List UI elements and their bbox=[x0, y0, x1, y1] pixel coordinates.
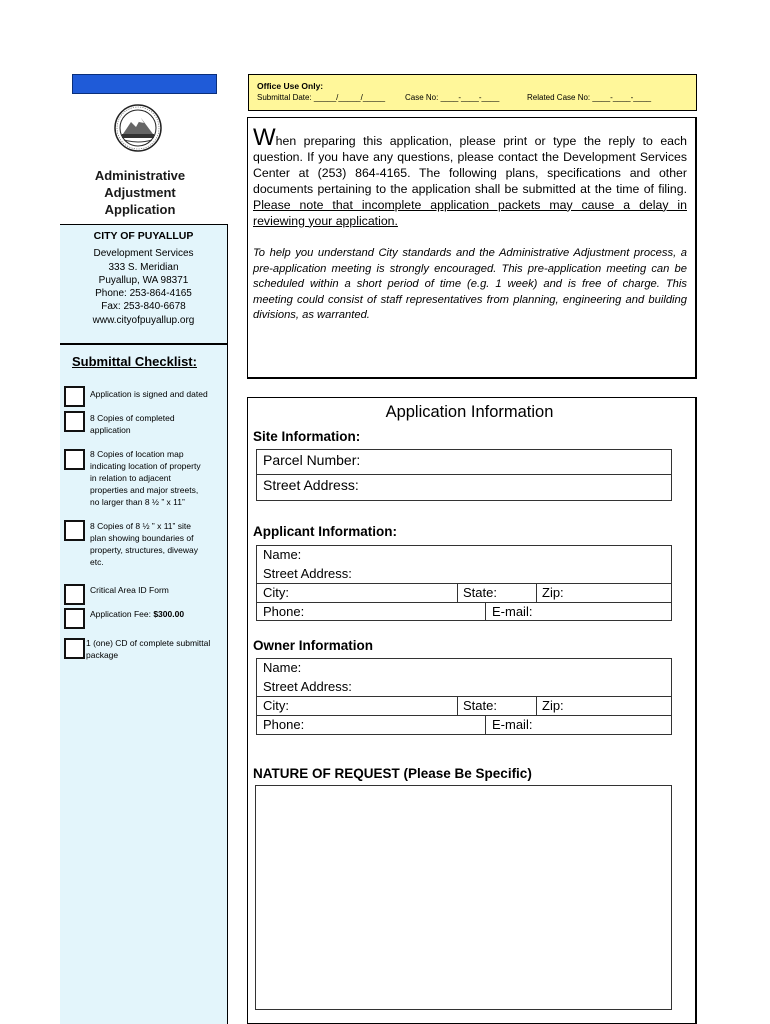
checklist-checkbox[interactable] bbox=[64, 608, 85, 629]
divider bbox=[256, 602, 672, 603]
city-citystate: Puyallup, WA 98371 bbox=[98, 274, 189, 286]
divider bbox=[536, 583, 537, 602]
form-title-line: Adjustment bbox=[104, 185, 176, 200]
checklist-checkbox[interactable] bbox=[64, 449, 85, 470]
form-title-line: Application bbox=[104, 202, 176, 217]
divider bbox=[457, 696, 458, 715]
checklist-checkbox[interactable] bbox=[64, 584, 85, 605]
city-website-link[interactable]: www.cityofpuyallup.org bbox=[92, 314, 195, 326]
checklist-item bbox=[90, 584, 222, 596]
owner-street-field[interactable]: Street Address: bbox=[263, 679, 352, 694]
checklist-item-text: 8 Copies of location map bbox=[90, 449, 184, 459]
office-use-box bbox=[248, 74, 697, 111]
office-use-title: Office Use Only: bbox=[257, 81, 324, 91]
form-title-line: Administrative bbox=[94, 168, 186, 183]
checklist-item-text: property, structures, diveway bbox=[90, 545, 199, 555]
related-case-no-field[interactable]: Related Case No: ____-____-____ bbox=[527, 93, 652, 102]
instructions-warning: Please note that incomplete application packets may cause a delay in reviewing your application. bbox=[253, 197, 687, 228]
checklist-item bbox=[86, 637, 228, 661]
site-street-address-field[interactable]: Street Address: bbox=[263, 477, 359, 493]
checklist-item-text: properties and major streets, bbox=[90, 485, 199, 495]
application-info-title: Application Information bbox=[385, 403, 554, 421]
divider bbox=[536, 696, 537, 715]
checklist-item bbox=[90, 448, 222, 508]
nature-of-request-textarea[interactable] bbox=[255, 785, 672, 1010]
checklist-item-text: Application Fee: bbox=[90, 609, 154, 619]
city-phone: Phone: 253-864-4165 bbox=[95, 288, 192, 300]
owner-phone-field[interactable]: Phone: bbox=[263, 717, 305, 732]
applicant-email-field[interactable]: E-mail: bbox=[492, 604, 533, 619]
form-title bbox=[80, 167, 200, 218]
checklist-item-text: 8 Copies of completed bbox=[90, 413, 175, 423]
city-fax: Fax: 253-840-6678 bbox=[101, 301, 186, 313]
divider bbox=[256, 715, 672, 716]
checklist-item-text: plan showing boundaries of bbox=[90, 533, 194, 543]
instructions-text: hen preparing this application, please print or type the reply to each question. If you have any questions, please contact the Development Services Center at (253) 864-4165. The following plans, specifications and other documents pertaining to the application shall be submitted at the time of filing. bbox=[253, 134, 687, 196]
parcel-number-field[interactable]: Parcel Number: bbox=[263, 452, 361, 468]
checklist-item-text: no larger than 8 ½ ” x 11” bbox=[90, 497, 185, 507]
owner-email-field[interactable]: E-mail: bbox=[492, 717, 533, 732]
divider bbox=[485, 715, 486, 734]
checklist-item bbox=[90, 520, 222, 568]
checklist-item-text: Application is signed and dated bbox=[90, 389, 208, 399]
city-contact-box bbox=[60, 224, 228, 343]
applicant-street-field[interactable]: Street Address: bbox=[263, 566, 352, 581]
applicant-phone-field[interactable]: Phone: bbox=[263, 604, 305, 619]
city-dept: Development Services bbox=[93, 248, 194, 260]
city-street: 333 S. Meridian bbox=[108, 261, 179, 273]
checklist-checkbox[interactable] bbox=[64, 638, 85, 659]
owner-state-field[interactable]: State: bbox=[463, 698, 497, 713]
checklist-item-text: Critical Area ID Form bbox=[90, 585, 169, 595]
pre-application-paragraph: To help you understand City standards and the Administrative Adjustment process, a pre-application meeting is strongly encouraged. This pre-application meeting can be scheduled within a short period of time (e.g. 1 week) and is free of charge. This meeting could consist of staff representatives from planning, engineering and building divisions, as warranted. bbox=[253, 247, 687, 321]
checklist-item-text: application bbox=[90, 425, 131, 435]
checklist-checkbox[interactable] bbox=[64, 386, 85, 407]
checklist-item-text: etc. bbox=[90, 557, 104, 567]
owner-zip-field[interactable]: Zip: bbox=[542, 698, 564, 713]
divider bbox=[256, 474, 672, 475]
city-name: CITY OF PUYALLUP bbox=[93, 230, 194, 242]
checklist-title: Submittal Checklist: bbox=[72, 354, 197, 369]
checklist-item-text: in relation to adjacent bbox=[90, 473, 171, 483]
checklist-item-text: 8 Copies of 8 ½ ” x 11” site bbox=[90, 521, 191, 531]
checklist-item-text: 1 (one) CD of complete submittal bbox=[86, 638, 211, 648]
submittal-checklist-panel bbox=[60, 343, 228, 1024]
city-seal-icon bbox=[114, 104, 162, 152]
applicant-city-field[interactable]: City: bbox=[263, 585, 289, 600]
applicant-name-field[interactable]: Name: bbox=[263, 547, 302, 562]
case-no-field[interactable]: Case No: ____-____-____ bbox=[405, 93, 500, 102]
checklist-item-text: indicating location of property bbox=[90, 461, 201, 471]
applicant-info-heading: Applicant Information: bbox=[253, 524, 397, 539]
submittal-date-field[interactable]: Submittal Date: _____/_____/_____ bbox=[257, 93, 386, 102]
divider bbox=[256, 583, 672, 584]
application-fee-amount: $300.00 bbox=[153, 609, 185, 619]
owner-info-heading: Owner Information bbox=[253, 638, 374, 653]
instructions-paragraph bbox=[253, 124, 687, 229]
checklist-checkbox[interactable] bbox=[64, 520, 85, 541]
owner-name-field[interactable]: Name: bbox=[263, 660, 302, 675]
checklist-item bbox=[90, 608, 222, 620]
divider bbox=[457, 583, 458, 602]
nature-of-request-heading: NATURE OF REQUEST (Please Be Specific) bbox=[253, 766, 532, 781]
checklist-item-text: package bbox=[86, 650, 119, 660]
applicant-state-field[interactable]: State: bbox=[463, 585, 497, 600]
site-info-heading: Site Information: bbox=[253, 429, 361, 444]
checklist-item bbox=[90, 412, 222, 436]
checklist-checkbox[interactable] bbox=[64, 411, 85, 432]
applicant-zip-field[interactable]: Zip: bbox=[542, 585, 564, 600]
drop-cap: W bbox=[253, 124, 276, 151]
header-color-bar bbox=[72, 74, 217, 94]
owner-city-field[interactable]: City: bbox=[263, 698, 289, 713]
divider bbox=[256, 696, 672, 697]
divider bbox=[485, 602, 486, 621]
checklist-item bbox=[90, 388, 222, 400]
